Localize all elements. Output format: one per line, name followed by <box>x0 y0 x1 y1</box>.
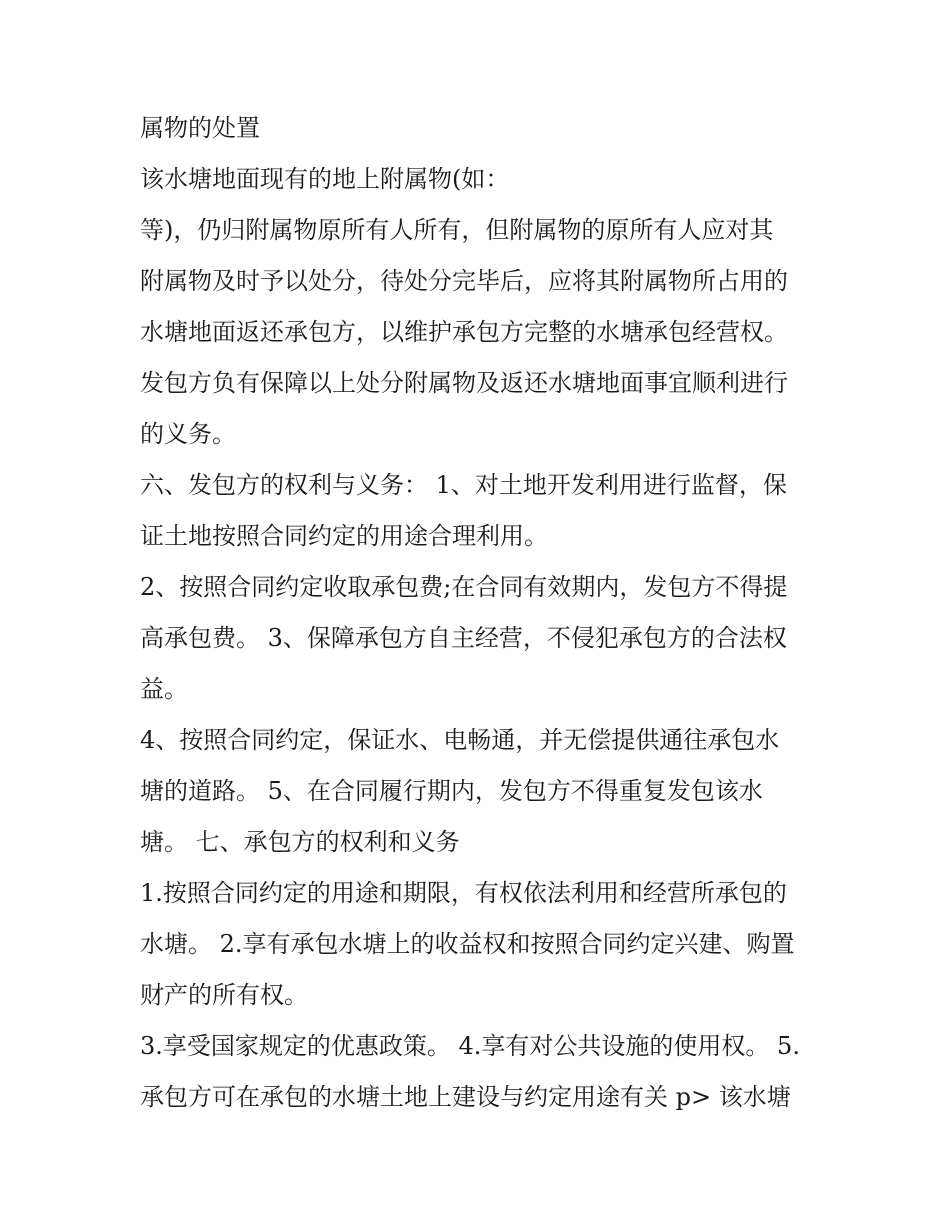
text-line: 水塘地面返还承包方，以维护承包方完整的水塘承包经营权。 <box>140 318 788 346</box>
text-line: 证土地按照合同约定的用途合理利用。 <box>140 522 548 550</box>
text-line: 等)，仍归附属物原所有人所有，但附属物的原所有人应对其 <box>140 216 774 244</box>
text-line: 塘。 七、承包方的权利和义务 <box>140 828 460 856</box>
text-line: 附属物及时予以处分，待处分完毕后，应将其附属物所占用的 <box>140 267 788 295</box>
text-line: 1.按照合同约定的用途和期限，有权依法利用和经营所承包的 <box>140 879 787 907</box>
text-line: 发包方负有保障以上处分附属物及返还水塘地面事宜顺利进行 <box>140 369 788 397</box>
text-line: 承包方可在承包的水塘土地上建设与约定用途有关 p> 该水塘 <box>140 1083 791 1111</box>
text-line: 益。 <box>140 675 188 703</box>
text-line: 水塘。 2.享有承包水塘上的收益权和按照合同约定兴建、购置 <box>140 930 795 958</box>
text-line: 六、发包方的权利与义务： 1、对土地开发利用进行监督，保 <box>140 471 787 499</box>
text-line: 塘的道路。 5、在合同履行期内，发包方不得重复发包该水 <box>140 777 763 805</box>
text-line: 3.享受国家规定的优惠政策。 4.享有对公共设施的使用权。 5. <box>140 1032 800 1060</box>
text-line: 财产的所有权。 <box>140 981 308 1009</box>
text-line: 2、按照合同约定收取承包费;在合同有效期内，发包方不得提 <box>140 573 788 601</box>
text-line: 4、按照合同约定，保证水、电畅通，并无偿提供通往承包水 <box>140 726 780 754</box>
text-line: 该水塘地面现有的地上附属物(如： <box>140 165 510 193</box>
text-line: 的义务。 <box>140 420 236 448</box>
text-line: 属物的处置 <box>140 114 260 142</box>
document-body <box>140 103 820 1123</box>
text-line: 高承包费。 3、保障承包方自主经营，不侵犯承包方的合法权 <box>140 624 787 652</box>
